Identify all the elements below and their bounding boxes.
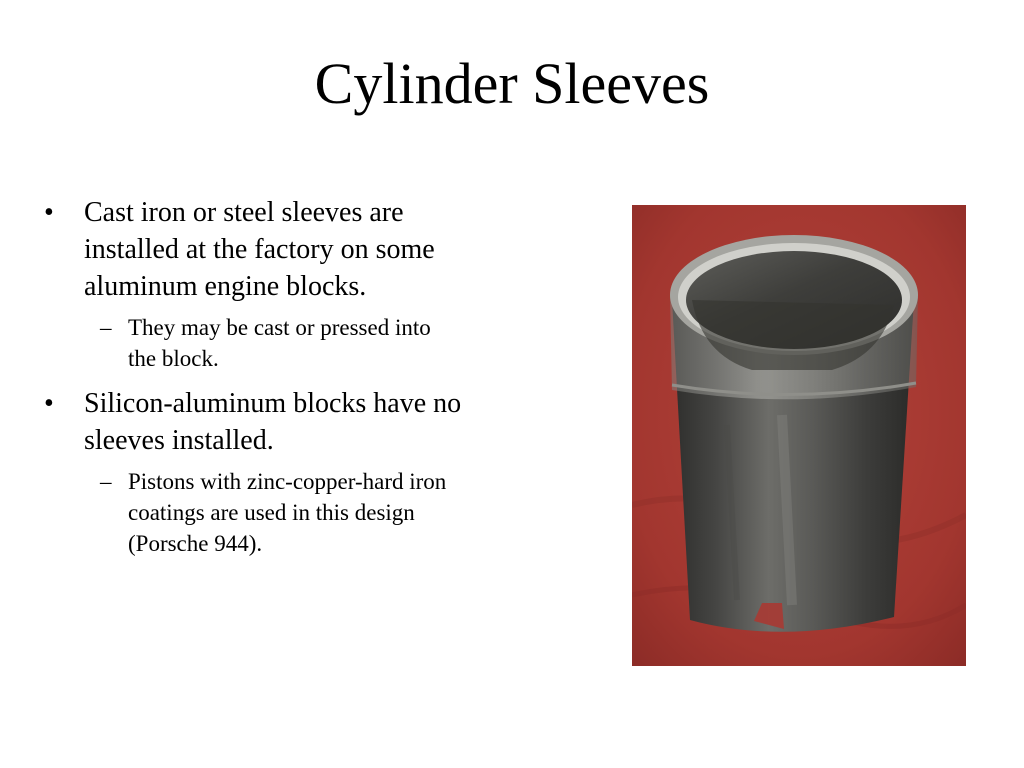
- sub-bullet-item: [84, 466, 464, 559]
- bullet-marker: •: [44, 197, 54, 228]
- bullet-list: [44, 194, 464, 570]
- sub-bullet-list: [84, 466, 464, 559]
- cylinder-sleeve: [670, 235, 918, 632]
- sub-bullet-list: [84, 312, 464, 374]
- bullet-text: Cast iron or steel sleeves are installed at the factory on some aluminum engine blocks.: [84, 197, 435, 302]
- slide-title: Cylinder Sleeves: [314, 51, 710, 116]
- sub-bullet-text: They may be cast or pressed into the block.: [128, 315, 431, 371]
- cylinder-sleeve-photo: [632, 205, 966, 666]
- sub-bullet-marker: –: [100, 469, 112, 494]
- sub-bullet-text: Pistons with zinc-copper-hard iron coatings are used in this design (Porsche 944).: [128, 469, 447, 556]
- bullet-item: [44, 194, 464, 374]
- bullet-text: Silicon-aluminum blocks have no sleeves installed.: [84, 388, 462, 456]
- bullet-marker: •: [44, 388, 54, 419]
- bullet-item: [44, 385, 464, 559]
- sub-bullet-item: [84, 312, 464, 374]
- sub-bullet-marker: –: [100, 315, 112, 340]
